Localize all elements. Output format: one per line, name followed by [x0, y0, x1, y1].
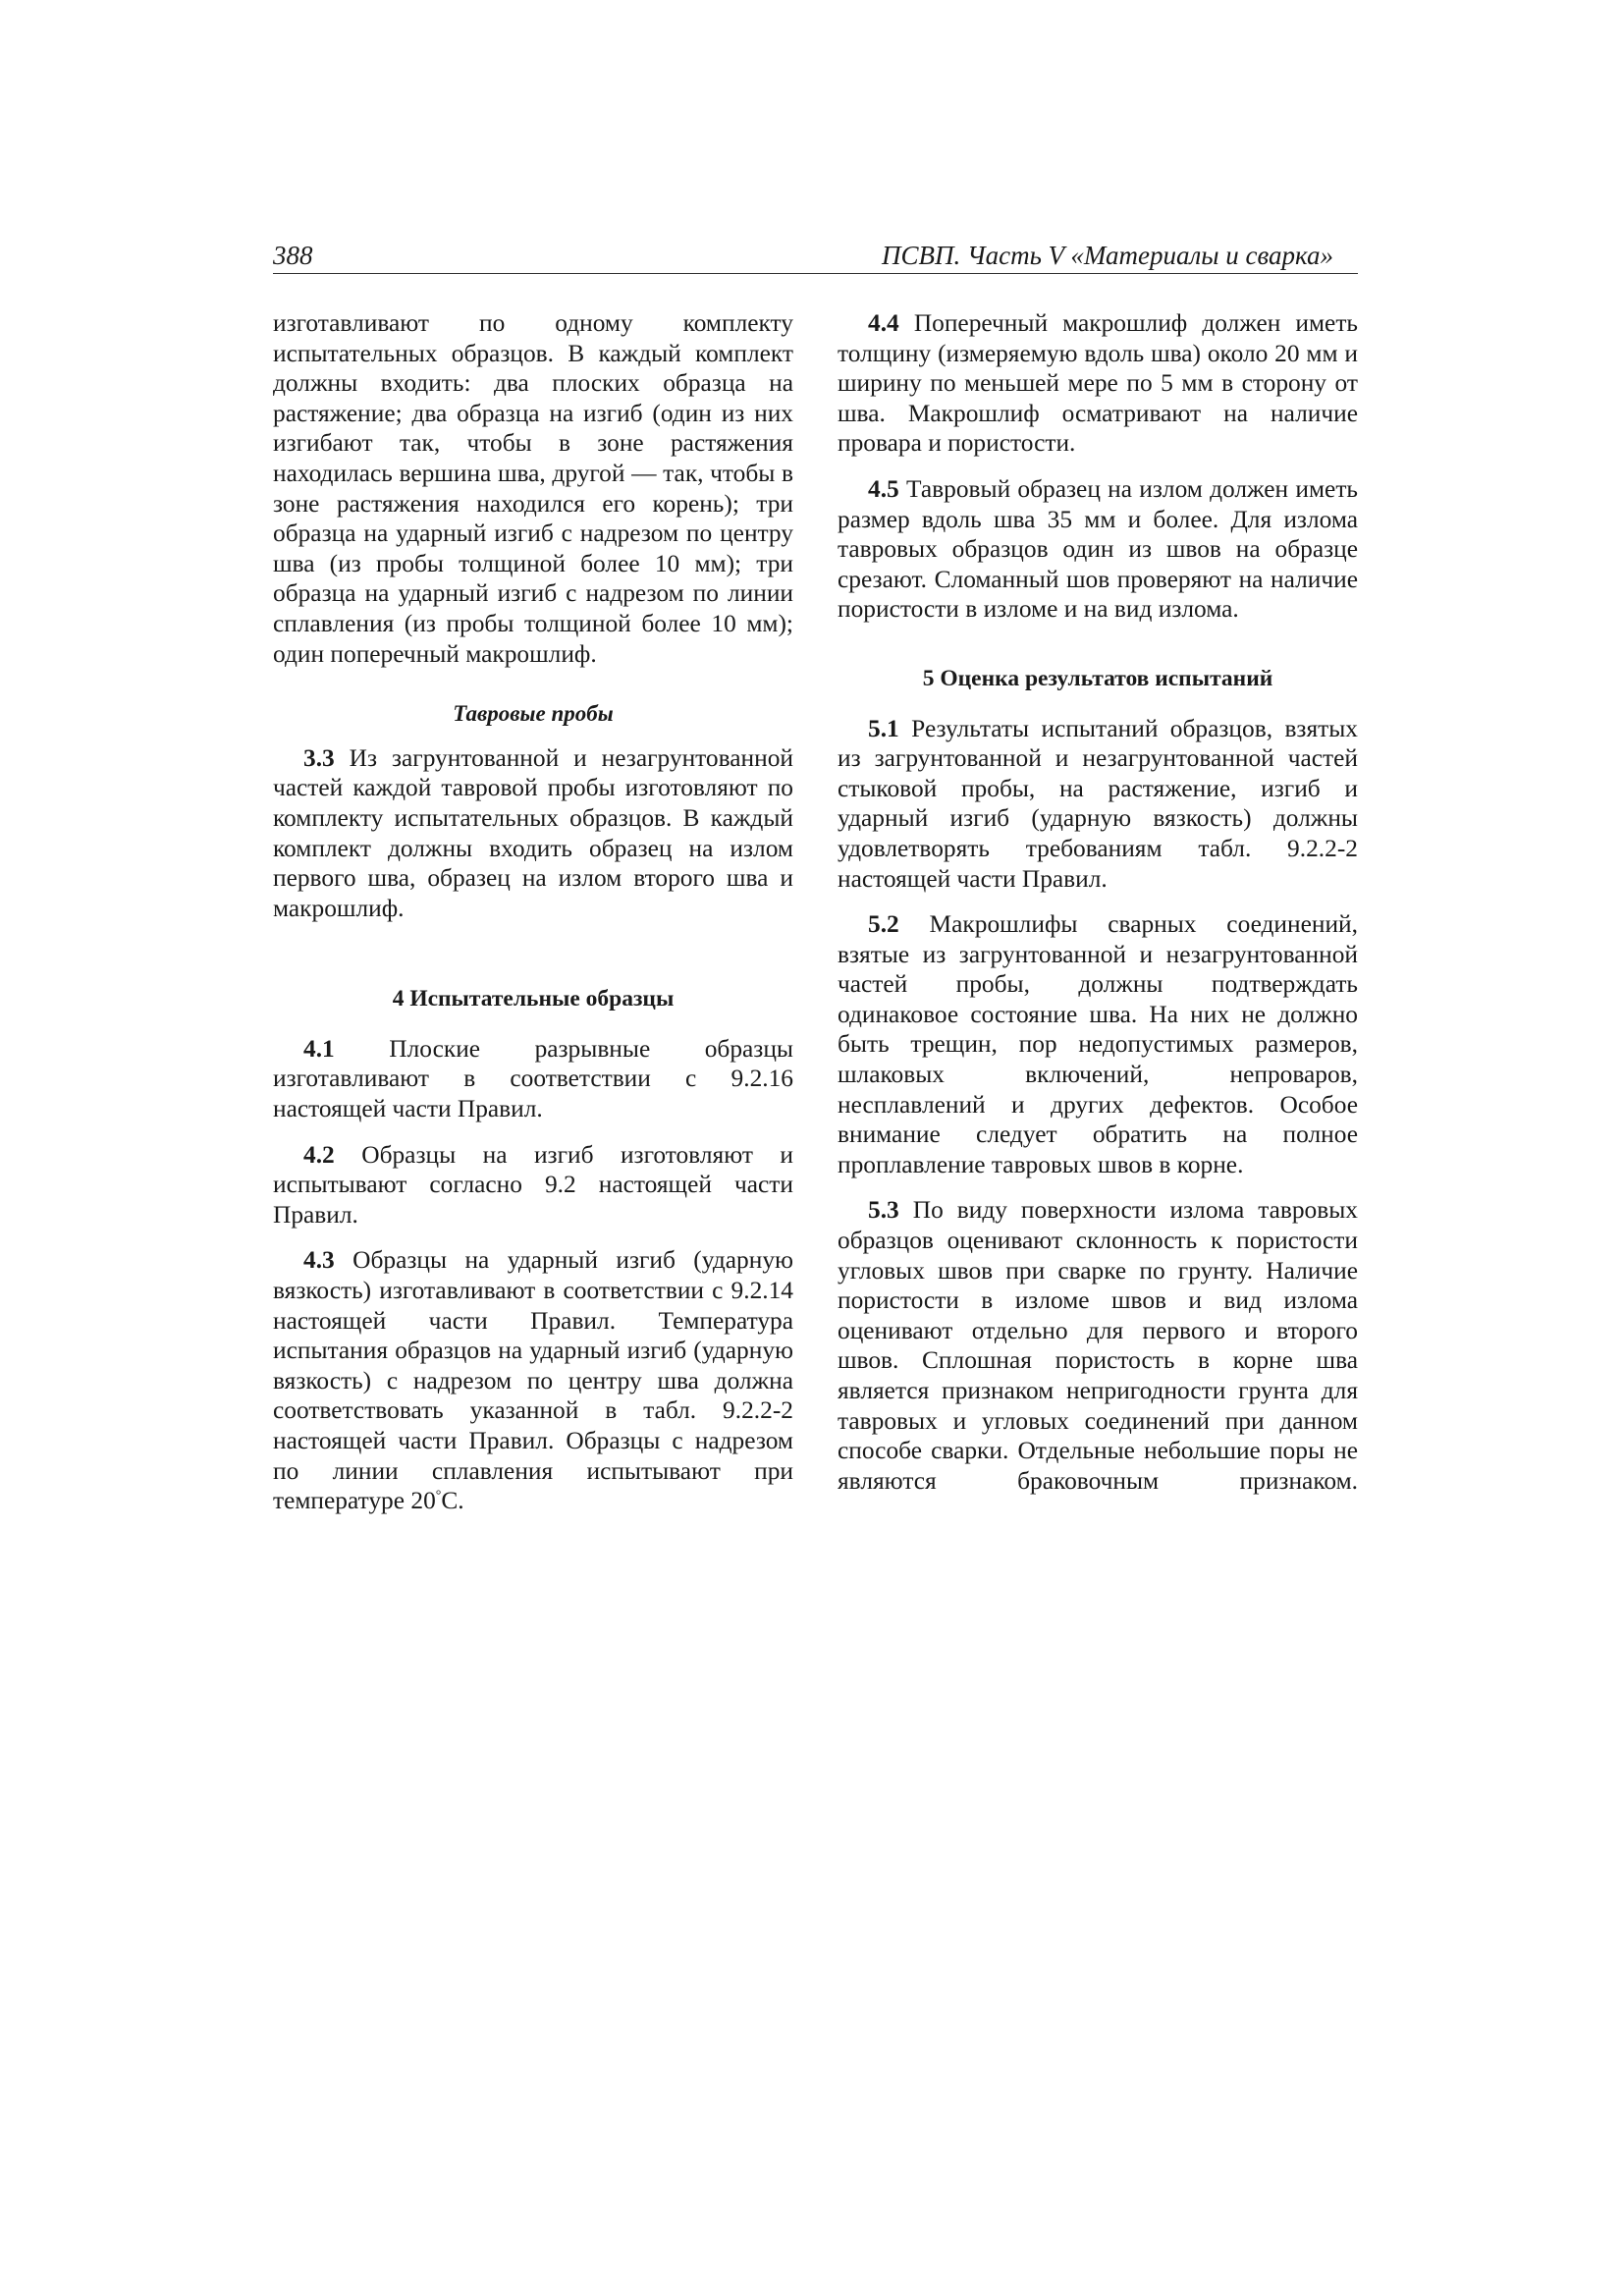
clause-number: 4.2: [303, 1140, 335, 1169]
paragraph-text: Поперечный макрошлиф должен иметь толщину (измеряемую вдоль шва) около 20 мм и ширину по меньшей мере по 5 мм в сторону от шва. Макрошлиф осматривают на наличие провара и пористости.: [838, 309, 1358, 458]
paragraph-5-3: [838, 1195, 1358, 1496]
paragraph-4-3: [273, 1245, 793, 1515]
subheading-t-joint-tests: Тавровые пробы: [453, 701, 614, 727]
clause-number: 4.1: [303, 1034, 335, 1063]
clause-number: 5.3: [868, 1196, 899, 1225]
paragraph-5-1: [838, 714, 1358, 895]
paragraph-4-1: [273, 1034, 793, 1124]
paragraph-text: Из загрунтованной и незагрунтованной частей каждой тавровой пробы изготовляют по комплекту испытательных образцов. В каждый комплект должны входить образец на излом первого шва, образец на излом второго шва и макрошлиф.: [273, 743, 793, 922]
section-4-heading: 4 Испытательные образцы: [392, 986, 675, 1012]
paragraph-text: Макрошлифы сварных соединений, взятые из загрунтованной и незагрунтованной частей пробы, должны подтверждать одинаковое состояние шва. На них не должно быть трещин, пор недопустимых размеров, шлаковых включений, непроваров, несплавлений и других дефектов. Особое внимание следует обратить на полное проплавление тавровых швов в корне.: [838, 910, 1358, 1178]
paragraph-4-5: [838, 474, 1358, 625]
degree-sign: °: [435, 1488, 442, 1503]
right-column: [838, 308, 1358, 1496]
clause-number: 5.1: [868, 714, 899, 742]
clause-number: 5.2: [868, 910, 899, 939]
paragraph-text: Результаты испытаний образцов, взятых из загрунтованной и незагрунтованной частей стыковой пробы, на растяжение, изгиб и ударный изгиб (ударную вязкость) должны удовлетворять требованиям табл. 9.2.2-2 настоящей части Правил.: [838, 714, 1358, 893]
running-title: ПСВП. Часть V «Материалы и сварка»: [881, 241, 1333, 270]
left-column: [273, 308, 793, 1516]
paragraph-text: Образцы на ударный изгиб (ударную вязкость) изготавливают в соответствии с 9.2.14 настоящей части Правил. Температура испытания образцов на ударный изгиб (ударную вязкость) с надрезом по центру шва должна соответствовать указанной в табл. 9.2.2-2 настоящей части Правил. Образцы с надрезом по линии сплавления испытывают при температуре 20: [273, 1246, 793, 1515]
page-header: [273, 238, 1358, 274]
paragraph-text-end: С.: [441, 1487, 464, 1515]
paragraph-4-2: [273, 1140, 793, 1230]
clause-number: 4.3: [303, 1246, 335, 1275]
clause-number: 4.5: [868, 474, 899, 503]
section-5-heading: 5 Оценка результатов испытаний: [922, 665, 1273, 691]
paragraph-text: Образцы на изгиб изготовляют и испытывают согласно 9.2 настоящей части Правил.: [273, 1140, 793, 1229]
clause-number: 3.3: [303, 743, 335, 772]
paragraph-5-2: [838, 909, 1358, 1179]
intro-paragraph: изготавливают по одному комплекту испытательных образцов. В каждый комплект должны входить: два плоских образца на растяжение; два образца на изгиб (один из них изгибают так, чтобы в зоне растяжения находилась вершина шва, другой — так, чтобы в зоне растяжения находился его корень); три образца на ударный изгиб с надрезом по центру шва (из пробы толщиной более 10 мм); три образца на ударный изгиб с надрезом по линии сплавления (из пробы толщиной более 10 мм); один поперечный макрошлиф.: [273, 309, 793, 668]
clause-number: 4.4: [868, 309, 899, 337]
page-number: 388: [273, 241, 313, 270]
paragraph-4-4: [838, 308, 1358, 459]
paragraph-text: Плоские разрывные образцы изготавливают в соответствии с 9.2.16 настоящей части Правил.: [273, 1034, 793, 1123]
paragraph-text: По виду поверхности излома тавровых образцов оценивают склонность к пористости угловых швов при сварке по грунту. Наличие пористости в изломе швов и вид излома оценивают отдельно для первого и второго швов. Сплошная пористость в корне шва является признаком непригодности грунта для тавровых и угловых соединений при данном способе сварки. Отдельные небольшие поры не являются браковочным признаком.: [838, 1196, 1358, 1495]
paragraph-3-3: [273, 743, 793, 924]
paragraph-text: Тавровый образец на излом должен иметь размер вдоль шва 35 мм и более. Для излома тавровых образцов один из швов на образце срезают. Сломанный шов проверяют на наличие пористости в изломе и на вид излома.: [838, 474, 1358, 624]
